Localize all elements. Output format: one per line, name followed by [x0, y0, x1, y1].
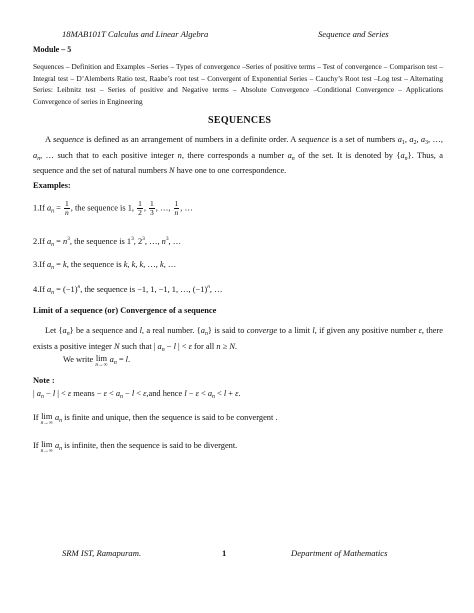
syllabus-text: Sequences – Definition and Examples –Series – Types of convergence –Series of positive terms – Test of convergence – Comparison test – Integral test – D’Alemberts Ratio test, Raabe’s root test – Convergent of Exponential Series – Cauchy’s Root test –Log test – Alternating Series: Leibnitz test – Series of positive and Negative terms – Absolute Convergence –Conditional Convergence – Applications Convergence of series in Engineering [33, 62, 443, 106]
footer-department: Department of Mathematics [291, 548, 388, 558]
header-course: 18MAB101T Calculus and Linear Algebra [62, 29, 209, 39]
example-2: 2.If $a_n = n^3$, the sequence is $1^3$, $2^3$, …, $n^3$, … [33, 236, 182, 248]
example-4: 4.If $a_n = (-1)^n$, the sequence is −1, 1, −1, 1, …, $(-1)^n$, … [33, 284, 223, 296]
divergent-statement: If lim n→∞ $a_n$ is infinite, then the sequence is said to be divergent. [33, 440, 238, 454]
example-1: 1.If $a_n$ = $\frac{1}{n}$ , the sequence is 1, $\frac{1}{2}$ , $\frac{1}{3}$ , …, $\frac{1}{n}$ , … [33, 199, 193, 217]
examples-heading: Examples: [33, 181, 71, 190]
header-topic: Sequence and Series [318, 29, 389, 39]
note-line: | $a_n - l$ | < ε means − $\varepsilon < a_n - l < \varepsilon,and$ hence $l - \varepsilon < a_n < l + \varepsilon$. [33, 389, 241, 400]
definition-paragraph: A sequence is defined as an arrangement of numbers in a definite order. A sequence is a set of numbers $a_1$, $a_2$, $a_3$, …, $a_n$, … such that to each positive integer n, there corresponds a number $a_n$ of the set. It is denoted by $\{a_n\}$. Thus, a sequence and the set of natural numbers N have one to one correspondence. [33, 135, 443, 176]
limit-heading: Limit of a sequence (or) Convergence of a sequence [33, 306, 217, 315]
note-heading: Note : [33, 376, 55, 385]
convergent-statement: If lim n→∞ $a_n$ is finite and unique, then the sequence is said to be convergent . [33, 412, 278, 426]
we-write-line: We write lim n→∞ $a_n = l$. [63, 354, 131, 368]
limit-paragraph: Let $\{a_n\}$ be a sequence and l, a real number. $\{a_n\}$ is said to converge to a limit l, if given any positive number ε, there exists a positive integer N such that | $a_n - l$ | < ε for all n ≥ N. [33, 326, 444, 353]
example-3: 3.If $a_n = k$, the sequence is k, k, k, …, k, … [33, 260, 177, 271]
module-label: Module – 5 [33, 45, 72, 54]
page-number: 1 [222, 548, 227, 558]
section-title: SEQUENCES [208, 115, 272, 126]
footer-institution: SRM IST, Ramapuram. [62, 548, 142, 558]
